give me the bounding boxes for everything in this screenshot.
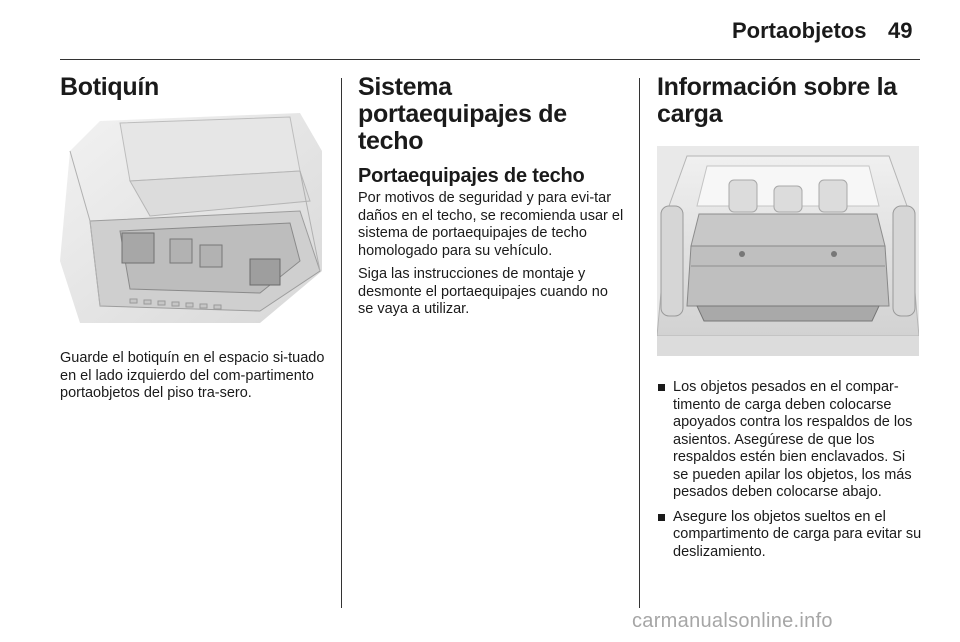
watermark: carmanualsonline.info (632, 610, 833, 632)
column-divider-1 (341, 78, 342, 608)
header-rule (60, 59, 920, 60)
roof-rack-text-1: Por motivos de seguridad y para evi-tar daños en el techo, se recomienda usar el sistema de portaequipajes de techo homologado para su vehículo. (358, 190, 624, 259)
first-aid-text: Guarde el botiquín en el espacio si-tuado en el lado izquierdo del com-partimento portaobjetos del piso tra-sero. (60, 350, 325, 401)
list-item (657, 379, 922, 502)
roof-rack-text-2: Siga las instrucciones de montaje y desmonte el portaequipajes cuando no se vaya a utilizar. (358, 266, 608, 317)
running-header-title: Portaobjetos (732, 18, 867, 43)
subheading-roof-rack: Portaequipajes de techo (358, 165, 585, 187)
load-info-list (657, 379, 922, 561)
section-heading-load-info: Información sobre la carga (657, 73, 897, 128)
section-heading-roof-rack-system: Sistema portaequipajes de techo (358, 73, 567, 155)
list-item-text: Asegure los objetos sueltos en el compartimento de carga para evitar su deslizamiento. (673, 508, 922, 560)
section-heading-first-aid: Botiquín (60, 73, 159, 101)
page-number: 49 (888, 18, 913, 43)
cargo-area-illustration (657, 146, 919, 356)
first-aid-compartment-illustration (60, 111, 322, 323)
bullet-icon (658, 384, 665, 391)
list-item-text: Los objetos pesados en el compar-timento de carga deben colocarse apoyados contra los respaldos de los asientos. Asegúrese de que los respaldos estén bien enclavados. Si se pueden apilar los objetos, los más pesados deben colocarse abajo. (673, 379, 913, 500)
list-item (657, 509, 922, 562)
column-roof-rack (358, 74, 626, 319)
column-first-aid (60, 74, 330, 403)
bullet-icon (658, 514, 665, 521)
column-divider-2 (639, 78, 640, 608)
column-load-info (657, 74, 922, 561)
